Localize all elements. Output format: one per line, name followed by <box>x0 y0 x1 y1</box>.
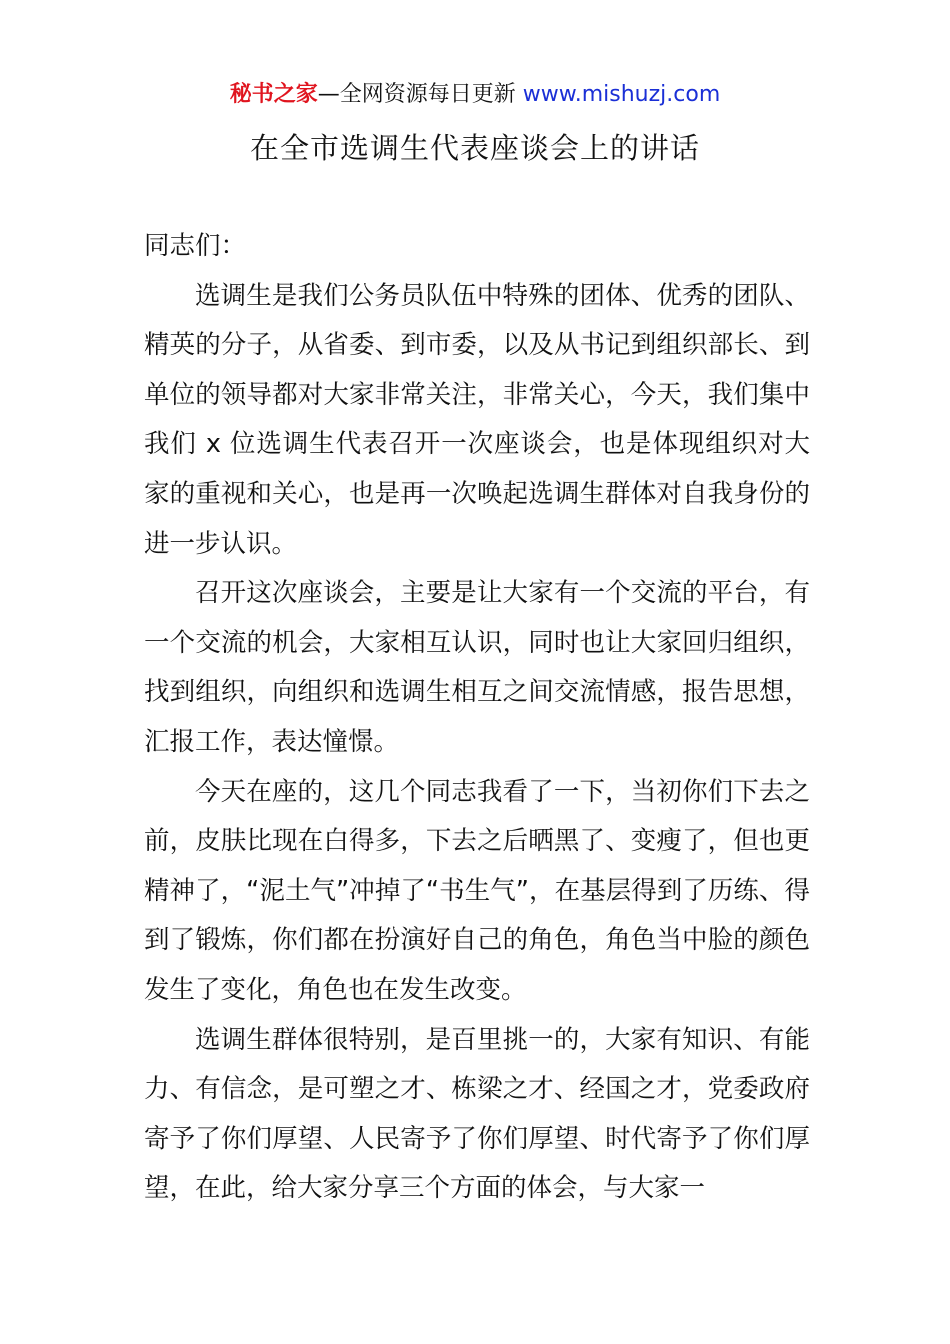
site-url-link[interactable]: www.mishuzj.com <box>522 82 721 107</box>
site-header <box>0 78 950 112</box>
document-body <box>144 222 810 1214</box>
brand-name: 秘书之家 <box>229 82 318 107</box>
header-tagline: —全网资源每日更新 <box>317 82 523 107</box>
paragraph: 选调生群体很特别，是百里挑一的，大家有知识、有能力、有信念，是可塑之才、栋梁之才、经国之才，党委政府寄予了你们厚望、人民寄予了你们厚望、时代寄予了你们厚望，在此，给大家分享三个方面的体会，与大家一 <box>144 1024 810 1204</box>
paragraph: 选调生是我们公务员队伍中特殊的团体、优秀的团队、精英的分子，从省委、到市委，以及从书记到组织部长、到单位的领导都对大家非常关注，非常关心，今天，我们集中我们 x 位选调生代表召开一次座谈会，也是体现组织对大家的重视和关心，也是再一次唤起选调生群体对自我身份的进一步认识。 <box>144 280 810 559</box>
paragraph: 今天在座的，这几个同志我看了一下，当初你们下去之前，皮肤比现在白得多，下去之后晒黑了、变瘦了，但也更精神了，“泥土气”冲掉了“书生气”，在基层得到了历练、得到了锻炼，你们都在扮演好自己的角色，角色当中脸的颜色发生了变化，角色也在发生改变。 <box>144 776 810 1005</box>
document-title: 在全市选调生代表座谈会上的讲话 <box>249 131 700 165</box>
salutation: 同志们： <box>144 231 247 261</box>
paragraph: 召开这次座谈会，主要是让大家有一个交流的平台，有一个交流的机会，大家相互认识，同时也让大家回归组织，找到组织，向组织和选调生相互之间交流情感，报告思想，汇报工作，表达憧憬。 <box>144 578 810 757</box>
